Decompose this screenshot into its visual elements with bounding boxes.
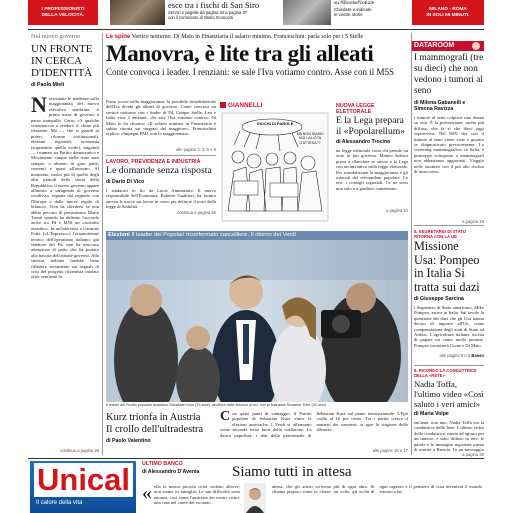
main-pages[interactable]: alle pagine 2, 3, 8 e 9: [175, 147, 216, 152]
left-promo-line1: I PROFESSIONISTI: [41, 7, 85, 12]
right-promo-line2: IN SOLI 59 MINUTI.: [426, 13, 470, 18]
promo-photo-left: [110, 0, 165, 25]
lega-page[interactable]: a pagina 14: [386, 208, 408, 213]
left-dropcap: N: [31, 96, 47, 117]
left-continues[interactable]: continua a pagina 26: [60, 448, 99, 453]
right-teaser-sub2: le vostre storie: [334, 12, 363, 18]
lega-headline[interactable]: E la Lega prepara il «Popolarellum»: [336, 115, 406, 137]
photo-band: [106, 231, 408, 240]
main-headline-block: [106, 33, 410, 78]
author-portrait: [244, 483, 266, 513]
main-subhead: Conte convoca i leader. I renziani: se sale l'Iva votiamo contro. Asse con il M5S: [106, 67, 395, 77]
photo-kicker: Elezioni: [108, 232, 130, 238]
lega-author: di Alessandro Trocino: [336, 139, 391, 145]
usa-pages[interactable]: alle pagine 5 e 6: [439, 353, 471, 358]
main-body-block: [106, 99, 216, 215]
bottom-rule: [28, 458, 484, 459]
dataroom-label-text: DATAROOM: [414, 42, 455, 49]
ultimo-body-left: ella la nostra piccola color vedono altrove; non siamo in famiglia. Le sue difficoltà sono enormi, così come l'amicizia dei nostri vicini: una casa nel cuore del vicinato.: [154, 484, 240, 506]
usa-pages-author: Basso: [471, 353, 484, 358]
center-teaser-sub1: Servizi e pagelle da pagina 34 a pagina 37: [168, 10, 248, 15]
unical-brand: Unical: [34, 463, 133, 497]
kurz-headline-wrap: [106, 412, 216, 444]
sub-headline[interactable]: Le domande senza risposta: [106, 165, 212, 176]
left-headline[interactable]: UN FRONTE IN CERCA D'IDENTITÀ: [31, 43, 93, 79]
center-teaser[interactable]: [168, 0, 278, 25]
main-deck: Vertice notturno. Di Maio in Finanziaria il salario minimo. Franceschini: parla solo per i 5 Stelle: [131, 34, 364, 40]
right-promo[interactable]: [412, 0, 484, 25]
dataroom-label: [412, 41, 484, 51]
tofa-author: di Maria Volpe: [414, 411, 449, 417]
photo-caption: Il leader del Partito popolare austriaco Sebastian Kurz (33 anni), vincitore delle elezioni di ieri, con la fidanzata Susanne Thier (30 anni): [106, 403, 327, 407]
quote-icon: «: [142, 482, 152, 504]
kurz-dropcap: C: [220, 411, 231, 424]
cartoon-caption: MA NON SIAMO NOI LA LISTA D'ATTESA??: [296, 132, 324, 145]
kurz-headline-1[interactable]: Kurz trionfa in Austria: [106, 412, 201, 423]
right-teaser-title: su #BuoneNotizie: [334, 0, 375, 6]
center-teaser-title: esce tra i fischi di San Siro: [168, 0, 260, 10]
main-body: Primi scossi nella maggioranza: la possibile rimodulazione dell'Iva divide gli alleati di governo. Conte convoca un vertice notturno con i leader di Pd, Cinque Stelle, Leu e Italia viva. I renziani: «Se sale l'Iva votiamo contro». Di Maio lo ha chiarito: «Il salario minimo in Finanziaria è subito ritorna sui ringrazi del maggiore». Franceschini replica: «Impegni PMI, non lo maggioranza».: [106, 99, 216, 137]
right-teaser[interactable]: [334, 0, 404, 25]
cartoon-credit: [220, 102, 262, 109]
sub-kicker: LAVORO, PREVIDENZA E INDUSTRIA: [106, 159, 201, 165]
right-promo-line1: MILANO - ROMA: [429, 7, 467, 12]
tofa-body: ent'anni, non uno, Nadia Toffa era la conduttrice delle Iene. L'ultimo video della conduttrice, morta ad agosto per un tumore, è stato diffuso in rete: le parole e le immagini registrate prima di morire a Brescia. In un messaggio: [414, 420, 484, 452]
left-promo[interactable]: [28, 0, 98, 25]
usa-author: di Giuseppe Sarcina: [414, 296, 464, 302]
usa-body: l Segretario di Stato americano, Mike Pompeo, arriva in Italia. Sul tavolo la questione dei dazi che gli Usa hanno deciso di imporre all'Ue, come compensazione degli aiuti di Stato ad Airbus. L'agricoltura italiana rischia di pagare un conto molto pesante. Pompeo incontrerà Conte e Di Maio.: [414, 305, 484, 348]
cartoon-logo-icon: [220, 102, 226, 108]
lega-kicker: NUOVA LEGGE ELETTORALE: [336, 103, 375, 115]
kurz-block: [106, 410, 408, 456]
left-divider: [102, 33, 103, 455]
unical-ad[interactable]: [30, 461, 136, 513]
right-column: [414, 41, 484, 224]
dataroom-page[interactable]: a pagina 19: [462, 219, 484, 224]
sub-author: di Dario Di Vico: [106, 179, 145, 185]
center-teaser-sub2: con il commento di Mario Sconcerti: [168, 15, 234, 20]
ultimo-headline[interactable]: Siamo tutti in attesa: [232, 464, 352, 480]
right-teaser-sub1: Chiedete e indicate: [334, 7, 372, 12]
promo-photo-right: [283, 0, 331, 25]
usa-kicker: IL SEGRETARIO DI STATO RITORNA CON LA UE: [414, 229, 467, 239]
left-promo-line2: DELLA VELOCITÀ.: [41, 13, 85, 18]
dataroom-body: l tumore al seno colpisce una donna su otto. È la prevenzione, molto più diffusa, che fa sì che dieci oggi sopravviva. Nel 90% dei casi il tumore al seno viene visto e guarito se diagnosticato precocemente. Lo screening mammografico, in Italia, è purtroppo sottoposto a mammografi non abbastanza aggiornati. Viaggio nelle strutture con il più alto rischio di insuccesso.: [414, 115, 484, 175]
main-kicker: Le spine: [106, 34, 131, 40]
left-body: onostante le tendenze sulla maggioranza del nuovo esecutivo sembrino, il primo mese di governo è parso tranquillo. Certo, c'è qualche scaramuccia a rendere il clima più frizzante. Ma — che si guardi ai poteri, riforme costituzionali, elezioni regionali, economia (soprattutto quella verde), migranti — i numeri tra Partito democratico e Movimento cinque stelle sono stati sempre, o almeno in gran parte, coerenti e quasi all'unisono. Al momento, molto più di quello degli altri periodi della storia della Repubblica, il nuovo governo appare allineato a un'agenda di governo condivisa, segnata dal rapporto con l'Europa e dalle nuove regole di bilancio. Vien da chiedersi se non abbia peccato di pessimismo Mario Tronti quando ha definito l'accordo attivo tra Pd e M5S un «suicidio assistito». In un'intervista a Carmine Fotia («L'Espresso») l'ottantottenne teorico dell'operaismo italiano, già senatore del Pd, non ha nascosto attenzione al patto che ha portato alla nascita dell'attuale governo. Alla sinistra italiana farebbe bene riflettere seriamente sui segnali di crisi del progetto riformista iniziato oltre vent'anni fa.: [31, 96, 99, 280]
kurz-headline-2[interactable]: Il crollo dell'ultradestra: [106, 424, 204, 435]
right-rule-2: [414, 365, 484, 366]
top-strip: [0, 0, 530, 27]
ultimo-author: di Alessandro D'Avenia: [142, 469, 200, 475]
kurz-body: on quasi punti di vantaggio, il Partito popolare di Sebastian Kurz vince le elezioni austriache. I Verdi si affermano come seconda forza fuori della coalizione. La destra populista, i dati della percentuale di Sebastian Kurz sul piano internazionale. L'Fpö crolla al 16 per cento. Tra i partiti cresce il numero dei consensi, si apre la stagione delle alleanze.: [220, 411, 408, 438]
left-column: [31, 33, 99, 455]
left-kicker: Nel nuovo governo: [31, 33, 81, 40]
right-rule-1: [414, 225, 484, 226]
usa-block: [414, 229, 484, 358]
lega-block: [336, 103, 408, 213]
dataroom-authors: di Milena Gabanelli e Simona Ravizza: [414, 100, 466, 112]
tofa-page[interactable]: a pagina 30: [462, 452, 484, 457]
usa-headline[interactable]: Missione Usa: Pompeo in Italia Si tratta sui dazi: [414, 239, 480, 294]
main-deck-line: [106, 33, 410, 41]
kurz-body-wrap: [220, 411, 408, 447]
center-right-divider: [411, 33, 412, 455]
cartoon-drawing: [220, 111, 330, 223]
left-author: di Paolo Mieli: [31, 82, 65, 88]
ultimo-body-right: attesa, che gli artisti scrivono più di ogni altro. Si chiama proprio come la classe: un volto, gli occhi di ogni ragazzo e il pensiero di cosa diventerà il mondo attorno a lui.: [272, 484, 482, 495]
cartoon: [220, 102, 330, 225]
top-rule: [28, 29, 484, 30]
tofa-headline[interactable]: Nadia Toffa, l'ultimo video «Così saluto i veri amici»: [414, 379, 484, 409]
tofa-block: [414, 368, 484, 457]
unical-tagline: Il calore della vita: [36, 500, 83, 506]
main-sub-rule: [106, 155, 216, 156]
photo-band-text: [106, 231, 408, 240]
main-headline[interactable]: Manovra, è lite tra gli alleati: [106, 41, 374, 66]
dataroom-headline[interactable]: I mammografi (tre su dieci) che non vedono i tumori al seno: [414, 53, 484, 96]
lega-body: na legge elettorale cotta chi prende un voto in più governa. Matteo Salvini prova a rilanciare se stesso e la Lega con un'iniziativa sulla legge elettorale. Per scandalizzare la maggioranza e gli ostacoli del referendum popolare. Le tesi: i consigli regionali. Ce ne sono non solo o a giudizio consentono.: [336, 148, 408, 191]
cartoon-balloon: GIOCHI DI PAROLE: [256, 121, 294, 126]
ultimo-banco: [142, 461, 484, 513]
kurz-photo[interactable]: [106, 240, 408, 402]
kurz-author: di Paolo Valentino: [106, 438, 151, 444]
sub-continues[interactable]: continua a pagina 26: [177, 210, 216, 215]
kurz-page[interactable]: alle pagine 16 e 17: [372, 448, 408, 453]
left-body-wrap: [31, 96, 99, 455]
sub-body: I sindacati in fio da Lucia Annunziata. Il nuovo responsabile dell'Economia, Roberto Gualtieri, ha fornito ancora le tracce sui lavori in corso per definire il testo della legge di Stabilità.: [106, 188, 216, 210]
photo-headline: Il leader dei Popolari riconfermato cancelliere. Il ritorno dei Verdi: [131, 232, 296, 238]
dataroom-portrait-icon: [472, 42, 480, 50]
cartoon-credit-name: GIANNELLI: [228, 102, 263, 109]
ultimo-kicker: ULTIMO BANCO: [142, 461, 183, 467]
tofa-kicker: IL RICORDO LA CONDUTTRICE DELLA «RETE»: [414, 368, 477, 378]
